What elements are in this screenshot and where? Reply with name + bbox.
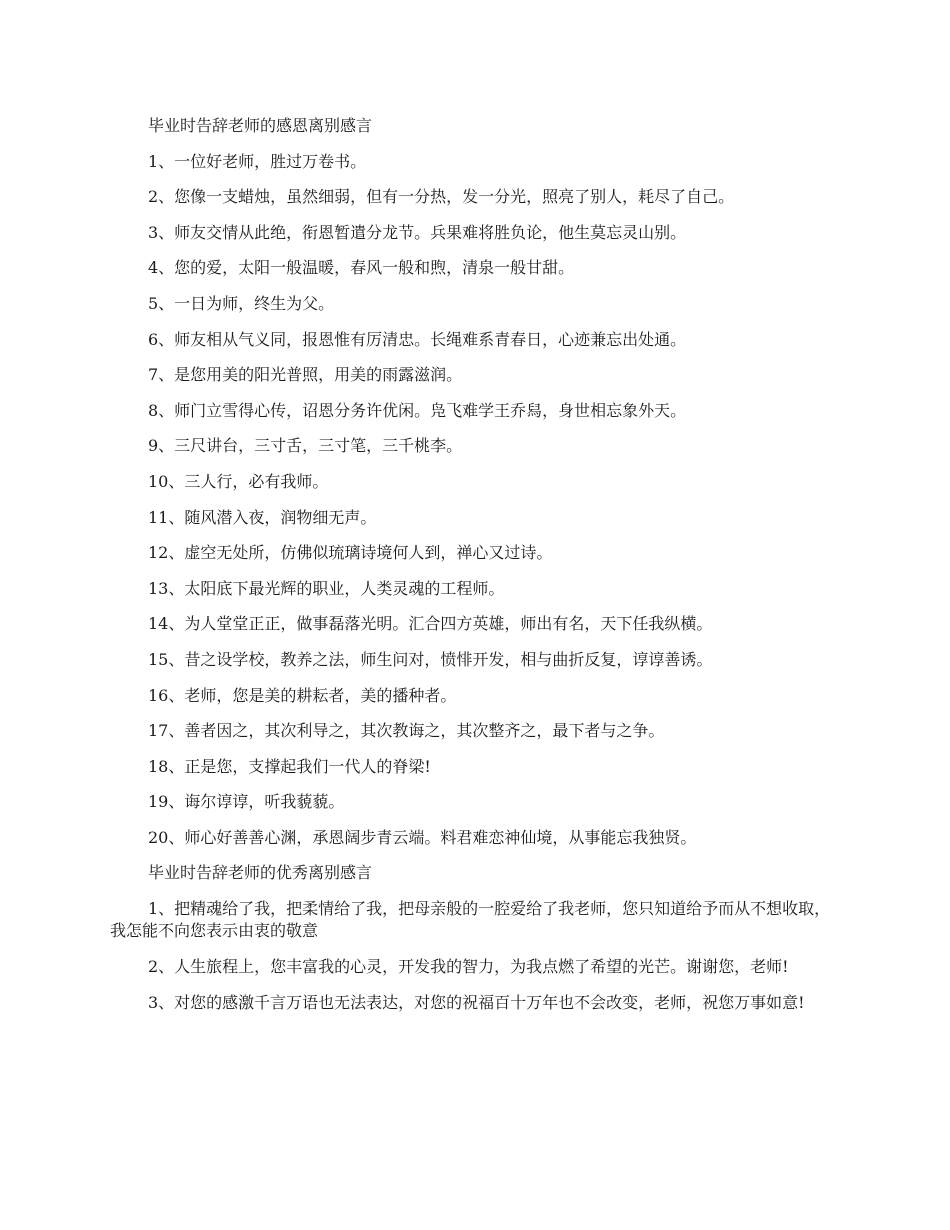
list-item: 17、善者因之，其次利导之，其次教诲之，其次整齐之，最下者与之争。 [148, 721, 665, 741]
list-item: 1、一位好老师，胜过万卷书。 [148, 151, 367, 171]
list-item: 7、是您用美的阳光普照，用美的雨露滋润。 [148, 365, 463, 385]
paragraph-item: 1、把精魂给了我，把柔情给了我，把母亲般的一腔爱给了我老师，您只知道给予而从不想收取，我怎能不向您表示由衷的敬意 [110, 899, 831, 941]
list-item: 2、您像一支蜡烛，虽然细弱，但有一分热，发一分光，照亮了别人，耗尽了自己。 [148, 187, 735, 207]
list-item: 3、师友交情从此绝，衔恩暂遣分龙节。兵果难将胜负论，他生莫忘灵山别。 [148, 222, 687, 242]
section-title-gratitude: 毕业时告辞老师的感恩离别感言 [148, 116, 373, 135]
list-item: 9、三尺讲台，三寸舌，三寸笔，三千桃李。 [148, 436, 463, 456]
list-item: 12、虚空无处所，仿佛似琉璃诗境何人到，禅心又过诗。 [148, 543, 553, 563]
document-body [110, 115, 840, 1028]
list-item: 8、师门立雪得心传，诏恩分务许优闲。凫飞难学王乔舄，身世相忘象外天。 [148, 400, 687, 420]
list-item: 19、诲尔谆谆，听我藐藐。 [148, 792, 345, 812]
list-item: 6、师友相从气义同，报恩惟有厉清忠。长绳难系青春日，心迹兼忘出处通。 [148, 329, 687, 349]
list-item: 20、师心好善善心渊，承恩阔步青云端。料君难恋神仙境，从事能忘我独贤。 [148, 827, 697, 847]
list-item: 10、三人行，必有我师。 [148, 471, 329, 491]
paragraph-item: 2、人生旅程上，您丰富我的心灵，开发我的智力，为我点燃了希望的光芒。谢谢您，老师! [148, 957, 789, 977]
paragraph-item: 3、对您的感激千言万语也无法表达，对您的祝福百十万年也不会改变，老师，祝您万事如意! [148, 993, 805, 1013]
list-item: 11、随风潜入夜，润物细无声。 [148, 507, 377, 527]
list-item: 15、昔之设学校，教养之法，师生问对，愤悱开发，相与曲折反复，谆谆善诱。 [148, 649, 713, 669]
list-item: 13、太阳底下最光辉的职业，人类灵魂的工程师。 [148, 578, 505, 598]
list-item: 18、正是您，支撑起我们一代人的脊梁! [148, 756, 431, 776]
list-item: 5、一日为师，终生为父。 [148, 293, 335, 313]
list-item: 16、老师，您是美的耕耘者，美的播种者。 [148, 685, 457, 705]
list-item: 14、为人堂堂正正，做事磊落光明。汇合四方英雄，师出有名，天下任我纵横。 [148, 614, 713, 634]
section-title-excellent: 毕业时告辞老师的优秀离别感言 [148, 863, 373, 883]
list-item: 4、您的爱，太阳一般温暖，春风一般和煦，清泉一般甘甜。 [148, 258, 575, 278]
